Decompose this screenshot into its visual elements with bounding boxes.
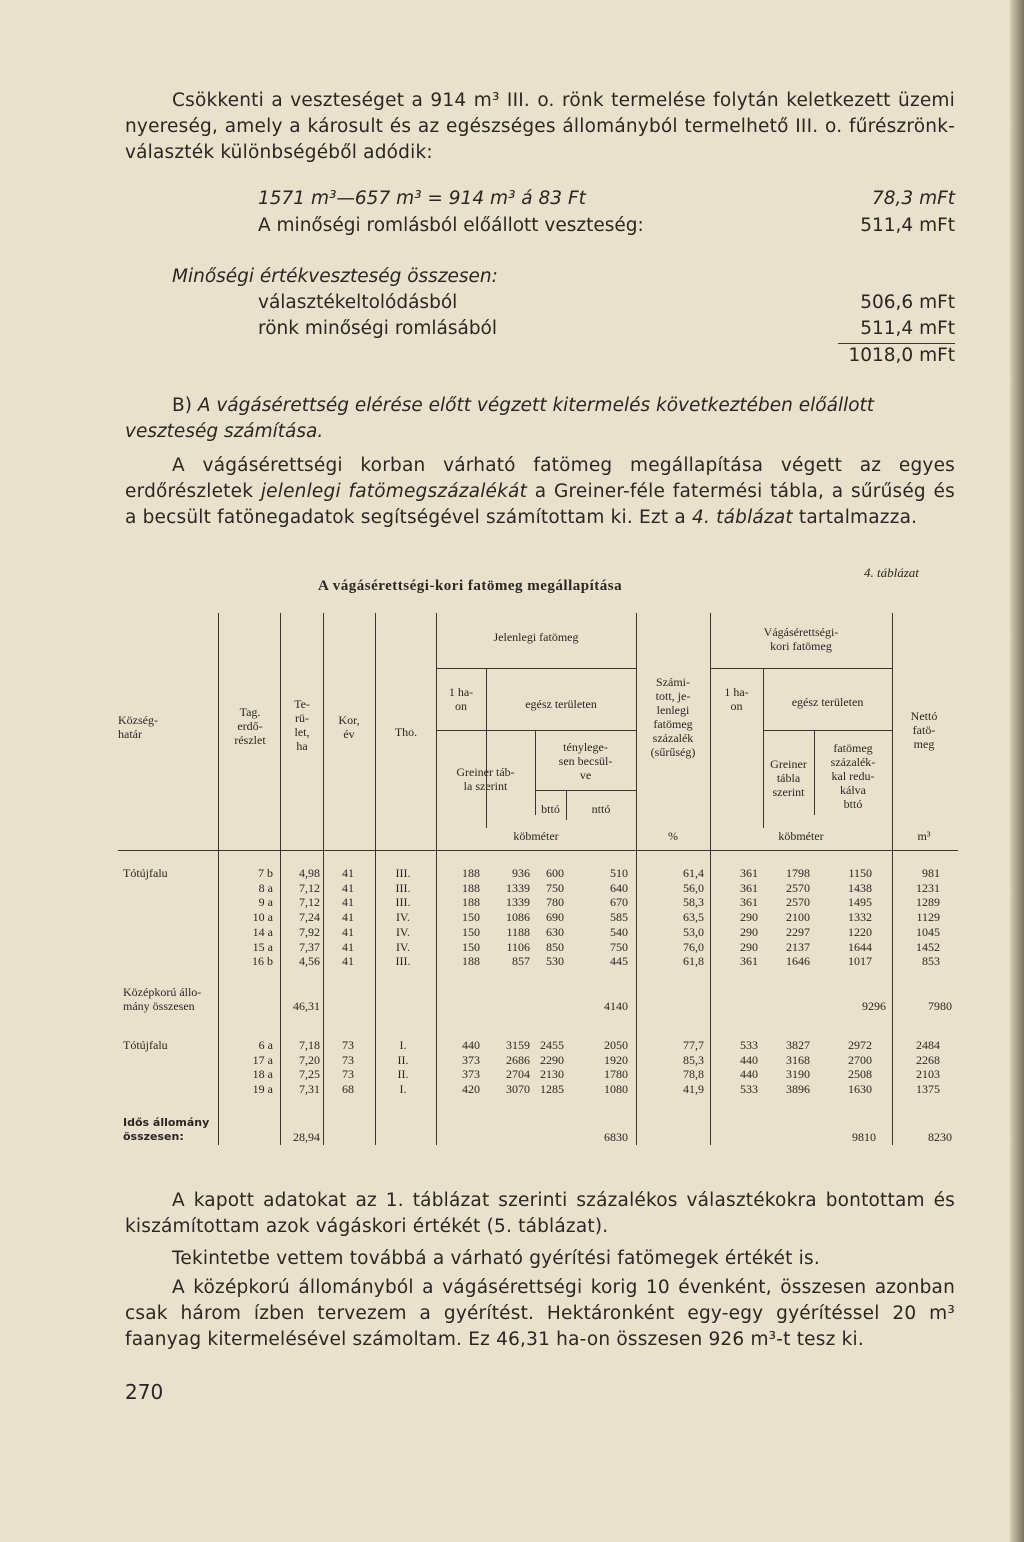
cell-tho: I. <box>399 1082 407 1097</box>
cell-total: 1188 <box>506 924 530 939</box>
hdr-egeszb: egész területen <box>791 695 864 709</box>
para5 <box>125 1275 955 1353</box>
cell-ha1: 188 <box>462 895 480 910</box>
cell-reduced: 1220 <box>848 924 872 939</box>
section-b-title: A vágásérettség elérése előtt végzett kitermelés következtében előállott veszteség számítása. <box>125 395 875 442</box>
hrule <box>436 668 636 669</box>
cell-tho: I. <box>399 1038 407 1052</box>
cell-ntto: 750 <box>610 939 628 954</box>
cell-reduced: 1150 <box>848 866 872 880</box>
cell-reduced: 1644 <box>848 939 872 954</box>
cell-tag: 9 a <box>258 895 273 910</box>
vrule <box>892 613 893 1145</box>
cell-greinerb: 3168 <box>786 1052 810 1067</box>
group1-sum-area: 46,31 <box>293 999 320 1013</box>
cell-netto: 2103 <box>916 1067 940 1082</box>
cell-pct: 58,3 <box>683 895 704 910</box>
para4-text: Tekintetbe vettem továbbá a várható gyérítési fatömegek értékét is. <box>172 1248 820 1269</box>
para3 <box>125 1188 955 1240</box>
para4 <box>125 1246 955 1272</box>
section-b-label: B) <box>172 395 192 416</box>
page-edge <box>1010 0 1024 1542</box>
cell-area: 7,24 <box>299 910 320 925</box>
cell-pct: 53,0 <box>683 924 704 939</box>
hdr-ha1: 1 ha- on <box>448 685 474 713</box>
hdr-greinerb: Greiner tábla szerint <box>770 757 807 799</box>
hrule <box>535 790 636 791</box>
cell-tag: 18 a <box>252 1067 273 1082</box>
cell-greinerb: 1646 <box>786 954 810 969</box>
cell-tho: II. <box>397 1052 409 1067</box>
cell-netto: 853 <box>922 954 940 969</box>
group1-sum-red: 9296 <box>862 999 886 1013</box>
cell-greinerb: 2297 <box>786 924 810 939</box>
cell-tag: 14 a <box>252 924 273 939</box>
cell-area: 7,18 <box>299 1038 320 1052</box>
cell-pct: 76,0 <box>683 939 704 954</box>
cell-area: 7,12 <box>299 880 320 895</box>
cell-tho: IV. <box>395 910 411 925</box>
cell-ha1: 420 <box>462 1082 480 1097</box>
cell-netto: 1231 <box>916 880 940 895</box>
hdr-btto: bttó <box>541 802 560 816</box>
para2-italic1: jelenlegi fatömegszázalékát <box>260 481 528 502</box>
cell-tag: 17 a <box>252 1052 273 1067</box>
cell-btto: 780 <box>546 895 564 910</box>
cell-area: 4,98 <box>299 866 320 880</box>
cell-btto: 2130 <box>540 1067 564 1082</box>
cell-pct: 41,9 <box>683 1082 704 1097</box>
cell-tho: IV. <box>395 924 411 939</box>
para2 <box>125 453 955 531</box>
group1-sum-label: Középkorú állo- mány összesen <box>123 985 202 1013</box>
calc-loss-label: A minőségi romlásból előállott veszteség: <box>258 215 644 236</box>
cell-ha1b: 440 <box>740 1067 758 1082</box>
calc-line1-value: 506,6 mFt <box>860 292 955 313</box>
cell-pct: 85,3 <box>683 1052 704 1067</box>
cell-age: 41 <box>342 880 354 895</box>
cell-ha1b: 361 <box>740 895 758 910</box>
cell-reduced: 1017 <box>848 954 872 969</box>
hdr-unit-m3: m³ <box>917 829 931 843</box>
cell-tag: 6 a <box>258 1038 273 1052</box>
cell-age: 41 <box>342 866 354 880</box>
section-b-heading <box>125 393 955 445</box>
cell-reduced: 2700 <box>848 1052 872 1067</box>
cell-netto: 1289 <box>916 895 940 910</box>
hdr-ha1b: 1 ha- on <box>724 685 749 713</box>
cell-area: 7,20 <box>299 1052 320 1067</box>
cell-netto: 1129 <box>916 910 940 925</box>
cell-netto: 2268 <box>916 1052 940 1067</box>
cell-total: 936 <box>512 866 530 880</box>
cell-btto: 750 <box>546 880 564 895</box>
hdr-kozseghatar: Község- határ <box>118 713 158 741</box>
cell-ntto: 670 <box>610 895 628 910</box>
cell-total: 1339 <box>506 880 530 895</box>
cell-ntto: 1920 <box>604 1052 628 1067</box>
cell-netto: 1045 <box>916 924 940 939</box>
cell-pct: 61,4 <box>683 866 704 880</box>
cell-reduced: 2508 <box>848 1067 872 1082</box>
cell-greinerb: 2137 <box>786 939 810 954</box>
cell-ntto: 445 <box>610 954 628 969</box>
cell-age: 73 <box>342 1067 354 1082</box>
cell-tag: 10 a <box>252 910 273 925</box>
cell-total: 1339 <box>506 895 530 910</box>
hrule <box>118 850 958 851</box>
group1-sum-netto: 7980 <box>928 999 952 1013</box>
cell-ha1b: 440 <box>740 1052 758 1067</box>
cell-tho: IV. <box>395 939 411 954</box>
cell-age: 41 <box>342 939 354 954</box>
cell-ha1: 188 <box>462 866 480 880</box>
cell-greinerb: 2570 <box>786 880 810 895</box>
cell-ha1: 188 <box>462 954 480 969</box>
cell-ntto: 640 <box>610 880 628 895</box>
cell-tag: 19 a <box>252 1082 273 1097</box>
cell-tho: III. <box>395 880 411 895</box>
hdr-jelenlegi: Jelenlegi fatömeg <box>493 630 579 644</box>
cell-ntto: 1080 <box>604 1082 628 1097</box>
intro-text: Csökkenti a veszteséget a 914 m³ III. o. rönk termelése folytán keletkezett üzemi nyereség, amely a károsult és az egészséges állományból termelhető III. o. fűrészrönk-választék különbségéből adódik: <box>125 90 955 163</box>
cell-netto: 1452 <box>916 939 940 954</box>
cell-ha1b: 290 <box>740 910 758 925</box>
group1-village: Tótújfalu <box>123 866 168 880</box>
calc-line2-label: rönk minőségi romlásából <box>258 318 498 339</box>
cell-area: 4,56 <box>299 954 320 969</box>
cell-netto: 981 <box>922 866 940 880</box>
hdr-netto: Nettó fatö- meg <box>910 709 938 751</box>
vrule <box>218 613 219 1145</box>
forest-volume-table <box>118 605 958 1165</box>
group2-sum-ntto: 6830 <box>604 1130 628 1144</box>
hrule <box>763 730 892 731</box>
calc-formula-value: 78,3 mFt <box>872 188 955 209</box>
para2-part5: tartalmazza. <box>792 507 918 528</box>
cell-netto: 1375 <box>916 1082 940 1097</box>
calc-total-heading: Minőségi értékveszteség összesen: <box>172 266 498 287</box>
cell-ha1: 373 <box>462 1052 480 1067</box>
page-number: 270 <box>125 1380 164 1404</box>
hdr-terulet: Te- rü- let, ha <box>294 697 310 753</box>
hrule <box>436 730 636 731</box>
cell-tho: II. <box>397 1067 409 1082</box>
cell-ntto: 540 <box>610 924 628 939</box>
cell-age: 73 <box>342 1038 354 1052</box>
cell-greinerb: 1798 <box>786 866 810 880</box>
hdr-vagaserett: Vágásérettségi- kori fatömeg <box>763 625 839 653</box>
cell-age: 41 <box>342 954 354 969</box>
cell-ha1b: 290 <box>740 939 758 954</box>
calc-formula: 1571 m³—657 m³ = 914 m³ á 83 Ft <box>258 188 586 209</box>
cell-ntto: 1780 <box>604 1067 628 1082</box>
cell-greinerb: 3190 <box>786 1067 810 1082</box>
cell-reduced: 1332 <box>848 910 872 925</box>
cell-pct: 78,8 <box>683 1067 704 1082</box>
cell-tag: 8 a <box>258 880 273 895</box>
calc-loss-value: 511,4 mFt <box>860 215 955 236</box>
cell-greinerb: 2100 <box>786 910 810 925</box>
cell-btto: 690 <box>546 910 564 925</box>
cell-tho: III. <box>395 866 411 880</box>
cell-btto: 630 <box>546 924 564 939</box>
group2-sum-label: Idős állomány összesen: <box>123 1116 210 1143</box>
group2-sum-area: 28,94 <box>293 1130 320 1144</box>
para2-italic2: 4. táblázat <box>692 507 793 528</box>
cell-ha1b: 361 <box>740 880 758 895</box>
cell-age: 41 <box>342 910 354 925</box>
cell-ha1: 150 <box>462 924 480 939</box>
para3-text: A kapott adatokat az 1. táblázat szerinti százalékos választékokra bontottam és kiszámítottam azok vágáskori értékét (5. táblázat). <box>125 1190 955 1237</box>
cell-btto: 2290 <box>540 1052 564 1067</box>
cell-pct: 61,8 <box>683 954 704 969</box>
cell-area: 7,37 <box>299 939 320 954</box>
cell-btto: 2455 <box>540 1038 564 1052</box>
vrule <box>763 668 764 828</box>
cell-tag: 7 b <box>258 866 273 880</box>
cell-btto: 530 <box>546 954 564 969</box>
hdr-unit-percent: % <box>668 829 678 843</box>
calc-line1-label: választékeltolódásból <box>258 292 458 313</box>
intro-paragraph <box>125 88 955 166</box>
hdr-egesz: egész területen <box>525 697 597 711</box>
cell-reduced: 1438 <box>848 880 872 895</box>
cell-tag: 16 b <box>252 954 273 969</box>
cell-ha1b: 533 <box>740 1082 758 1097</box>
hdr-tho: Tho. <box>394 725 418 739</box>
cell-age: 73 <box>342 1052 354 1067</box>
cell-area: 7,25 <box>299 1067 320 1082</box>
cell-tho: III. <box>395 895 411 910</box>
calc-line2-value: 511,4 mFt <box>860 318 955 339</box>
cell-area: 7,31 <box>299 1082 320 1097</box>
cell-age: 68 <box>342 1082 354 1097</box>
cell-age: 41 <box>342 895 354 910</box>
cell-total: 3070 <box>506 1082 530 1097</box>
vrule <box>486 668 487 828</box>
hdr-szamitott: Számi- tott, je- lenlegi fatömeg százalék (sűrűség) <box>650 675 696 759</box>
group2-sum-red: 9810 <box>852 1130 876 1144</box>
cell-ha1: 188 <box>462 880 480 895</box>
table-title: A vágásérettségi-kori fatömeg megállapítása <box>318 578 623 594</box>
hdr-fatomeg-red: fatömeg százalék- kal redu- kálva bttó <box>830 741 876 811</box>
hdr-ntto: nttó <box>591 802 611 816</box>
group2-sum-netto: 8230 <box>928 1130 952 1144</box>
cell-total: 857 <box>512 954 530 969</box>
cell-pct: 77,7 <box>683 1038 704 1052</box>
cell-ha1b: 361 <box>740 866 758 880</box>
hrule <box>710 668 892 669</box>
hdr-tenyleges: ténylege- sen becsül- ve <box>558 740 613 782</box>
cell-greinerb: 3896 <box>786 1082 810 1097</box>
cell-pct: 56,0 <box>683 880 704 895</box>
cell-reduced: 1495 <box>848 895 872 910</box>
cell-netto: 2484 <box>916 1038 940 1052</box>
cell-ha1b: 361 <box>740 954 758 969</box>
cell-ha1: 150 <box>462 910 480 925</box>
cell-tag: 15 a <box>252 939 273 954</box>
cell-age: 41 <box>342 924 354 939</box>
hdr-tag: Tag. erdő- részlet <box>234 705 266 747</box>
cell-btto: 600 <box>546 866 564 880</box>
cell-ha1: 150 <box>462 939 480 954</box>
cell-ntto: 585 <box>610 910 628 925</box>
cell-total: 1106 <box>506 939 530 954</box>
hdr-unit-cubic2: köbméter <box>778 829 824 843</box>
hdr-unit-cubic1: köbméter <box>513 829 559 843</box>
cell-ntto: 2050 <box>604 1038 628 1052</box>
cell-area: 7,92 <box>299 924 320 939</box>
cell-ha1b: 290 <box>740 924 758 939</box>
cell-greinerb: 2570 <box>786 895 810 910</box>
cell-btto: 1285 <box>540 1082 564 1097</box>
calc-sum-value: 1018,0 mFt <box>848 345 955 366</box>
hdr-greiner: Greiner táb- la szerint <box>456 765 515 793</box>
para2-part1: A vágásérettségi korban várható fatömeg megállapítása végett az egyes erdőrészletek <box>125 455 955 502</box>
cell-reduced: 1630 <box>848 1082 872 1097</box>
para5-text: A középkorú állományból a vágásérettségi korig 10 évenként, összesen azonban csak három ízben tervezem a gyérítést. Hektáronként egy-egy gyérítéssel 20 m³ faanyag kitermelésével számoltam. Ez 46,31 ha-on összesen 926 m³-t tesz ki. <box>125 1277 955 1350</box>
cell-tho: III. <box>395 954 411 969</box>
vrule <box>375 613 376 1145</box>
cell-area: 7,12 <box>299 895 320 910</box>
hdr-kor: Kor, év <box>338 713 360 741</box>
group2-village: Tótújfalu <box>123 1038 168 1052</box>
para2-part3: a Greiner-féle fatermési tábla, a sűrűség és a becsült fatönegadatok segítségével számítottam ki. Ezt a <box>125 481 955 528</box>
cell-ha1: 440 <box>462 1038 480 1052</box>
cell-total: 3159 <box>506 1038 530 1052</box>
table-number: 4. táblázat <box>864 565 919 580</box>
cell-btto: 850 <box>546 939 564 954</box>
cell-greinerb: 3827 <box>786 1038 810 1052</box>
cell-ntto: 510 <box>610 866 628 880</box>
cell-total: 2704 <box>506 1067 530 1082</box>
cell-pct: 63,5 <box>683 910 704 925</box>
cell-ha1b: 533 <box>740 1038 758 1052</box>
cell-reduced: 2972 <box>848 1038 872 1052</box>
cell-ha1: 373 <box>462 1067 480 1082</box>
group1-sum-ntto: 4140 <box>604 999 628 1013</box>
cell-total: 2686 <box>506 1052 530 1067</box>
cell-total: 1086 <box>506 910 530 925</box>
